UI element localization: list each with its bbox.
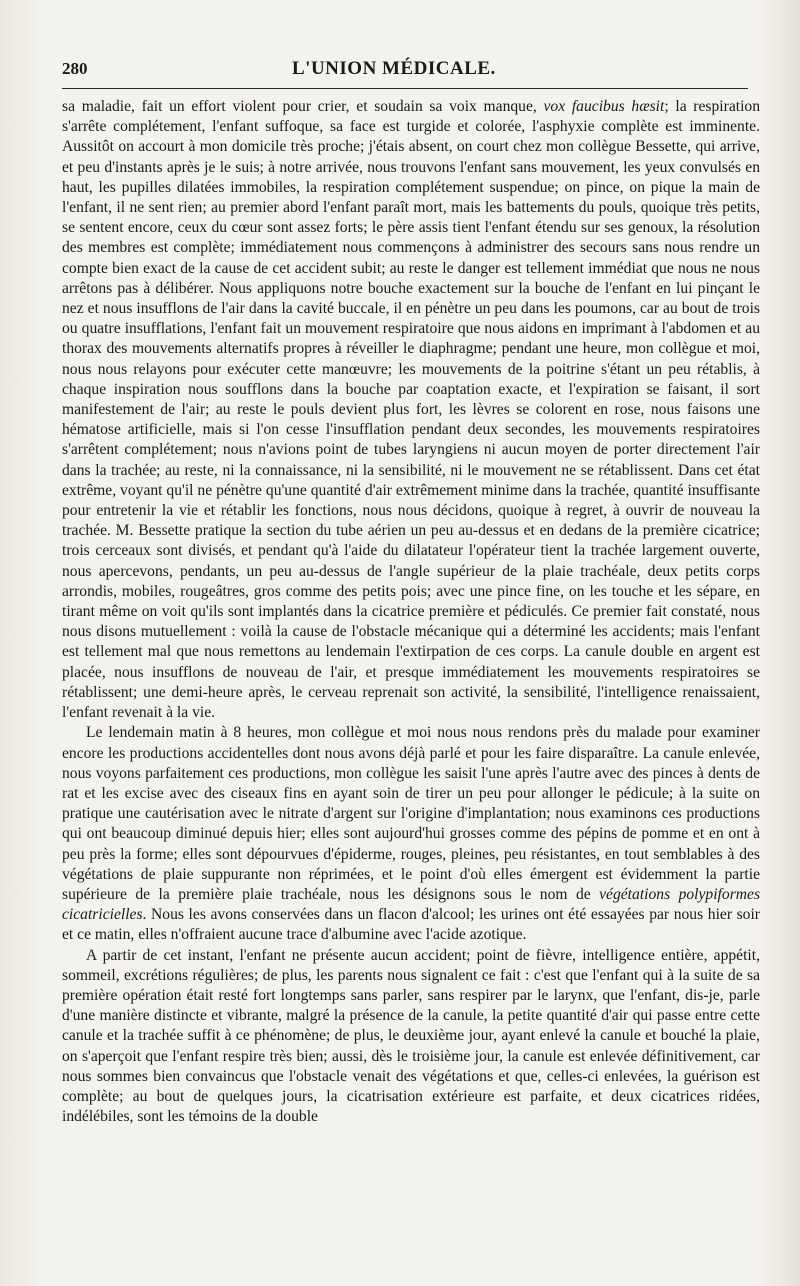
- paragraph: [62, 946, 760, 1128]
- text-run: Le lendemain matin à 8 heures, mon collègue et moi nous nous rendons près du malade pour examiner encore les productions accidentelles dont nous avons déjà parlé et pour les faire disparaître. La canule enlevée, nous voyons parfaitement ces productions, mon collègue les saisit l'une après l'autre avec des pinces à dents de rat et les excise avec des ciseaux fins en ayant soin de tirer un peu pour allonger le pédicule; à la suite on pratique une cautérisation avec le nitrate d'argent sur l'origine d'implantation; nous examinons ces productions qui ont beaucoup diminué depuis hier; elles sont aujourd'hui grosses comme des pépins de pomme et en ont à peu près la forme; elles sont dépourvues d'épiderme, rouges, pleines, peu résistantes, en tout semblables à des végétations de plaie suppurante non réprimées, et le point d'où elles émergent est évidemment la partie supérieure de la première plaie trachéale, nous les désignons sous le nom de: [62, 724, 760, 903]
- paragraph: [62, 723, 760, 945]
- text-run: . Nous les avons conservées dans un flacon d'alcool; les urines ont été essayées par nous hier soir et ce matin, elles n'offraient aucune trace d'albumine avec l'acide azotique.: [62, 906, 760, 944]
- paragraph: [62, 97, 760, 723]
- text-run: sa maladie, fait un effort violent pour crier, et soudain sa voix manque,: [62, 98, 544, 115]
- page-number: 280: [62, 59, 88, 78]
- running-header: [62, 58, 748, 89]
- journal-title: L'UNION MÉDICALE.: [292, 58, 496, 79]
- italic-phrase: végétations polypiformes cicatricielles: [62, 885, 761, 924]
- text-run: ; la respiration s'arrête complétement, l'enfant suffoque, sa face est turgide et colorée, l'asphyxie complète est imminente. Aussitôt on accourt à mon domicile très proche; j'étais absent, on court chez mon collègue Bessette, qui arrive, et peu d'instants après je le suis; à notre arrivée, nous trouvons l'enfant sans mouvement, les yeux convulsés en haut, les pupilles dilatées immobiles, la respiration complétement suspendue; on pince, on pique la main de l'enfant, il ne sent rien; au premier abord l'enfant paraît mort, mais les battements du pouls, quoique très petits, se sentent encore, ceux du cœur sont assez forts; le père assis tient l'enfant étendu sur ses genoux, la résolution des membres est complète; immédiatement nous commençons à administrer des secours sans nous rendre un compte bien exact de la cause de cet accident subit; au reste le danger est tellement immédiat que nous ne nous arrêtons pas à délibérer. Nous appliquons notre bouche exactement sur la bouche de l'enfant en lui pinçant le nez et nous insufflons de l'air dans la cavité buccale, il en pénètre un peu dans les poumons, car au bout de trois ou quatre insufflations, l'enfant fait un mouvement respiratoire que nous aidons en imprimant à l'abdomen et au thorax des mouvements alternatifs propres à réveiller le diaphragme; pendant une heure, mon collègue et moi, nous nous relayons pour exécuter cette manœuvre; les mouvements de la poitrine s'étant un peu rétablis, à chaque inspiration nous soufflons dans la bouche par coaptation exacte, et l'expiration se faisant, il sort manifestement de l'air; au reste le pouls devient plus fort, les lèvres se colorent en rose, nous faisons une hématose artificielle, mais si l'on cesse l'insufflation pendant deux secondes, les mouvements respiratoires s'arrêtent complétement; nous n'avions point de tubes laryngiens ni aucun moyen de porter directement l'air dans la trachée; au reste, ni la connaissance, ni la sensibilité, ni le mouvement ne se rétablissent. Dans cet état extrême, voyant qu'il ne pénètre qu'une quantité d'air extrêmement minime dans la trachée, quantité insuffisante pour entretenir la vie et rétablir les fonctions, nous nous décidons, quoique à regret, à ouvrir de nouveau la trachée. M. Bessette pratique la section du tube aérien un peu au-dessus et en dedans de la première cicatrice; trois cerceaux sont divisés, et pendant qu'à l'aide du dilatateur l'opérateur tient la trachée largement ouverte, nous apercevons, pendants, un peu au-dessus de l'angle supérieur de la plaie trachéale, deux petits corps arrondis, mobiles, rougeâtres, gros comme des petits pois; avec une pince fine, on les touche et les sépare, en tirant même on voit qu'ils sont implantés dans la cicatrice première et pédiculés. Ce premier fait constaté, nous nous disons mutuellement : voilà la cause de l'obstacle mécanique qui a déterminé les accidents; mais l'enfant est tellement mal que nous remettons au lendemain l'extirpation de ces corps. La canule double en argent est placée, nous insufflons de nouveau de l'air, et presque immédiatement les mouvements respiratoires se rétablissent; une demi-heure après, le cerveau reprenait son activité, la sensibilité, l'intelligence renaissaient, l'enfant revenait à la vie.: [62, 98, 760, 722]
- article-body: [62, 97, 760, 1127]
- italic-phrase: vox faucibus hæsit: [543, 98, 665, 115]
- text-run: A partir de cet instant, l'enfant ne présente aucun accident; point de fièvre, intelligence entière, appétit, sommeil, excrétions régulières; de plus, les parents nous signalent ce fait : c'est que l'enfant qui à la suite de sa première opération était resté fort longtemps sans parler, sans respirer par le larynx, que l'enfant, dis-je, parle d'une manière distincte et vibrante, malgré la présence de la canule, la petite quantité d'air qui passe entre cette canule et la trachée suffit à ce phénomène; de plus, le deuxième jour, ayant enlevé la canule et bouché la plaie, on s'aperçoit que l'enfant respire très bien; aussi, dès le troisième jour, la canule est enlevée définitivement, car nous sommes bien convaincus que l'obstacle venait des végétations et que, celles-ci enlevées, la guérison est complète; au bout de quelques jours, la cicatrisation extérieure est parfaite, et deux cicatrices ridées, indélébiles, sont les témoins de la double: [62, 946, 760, 1126]
